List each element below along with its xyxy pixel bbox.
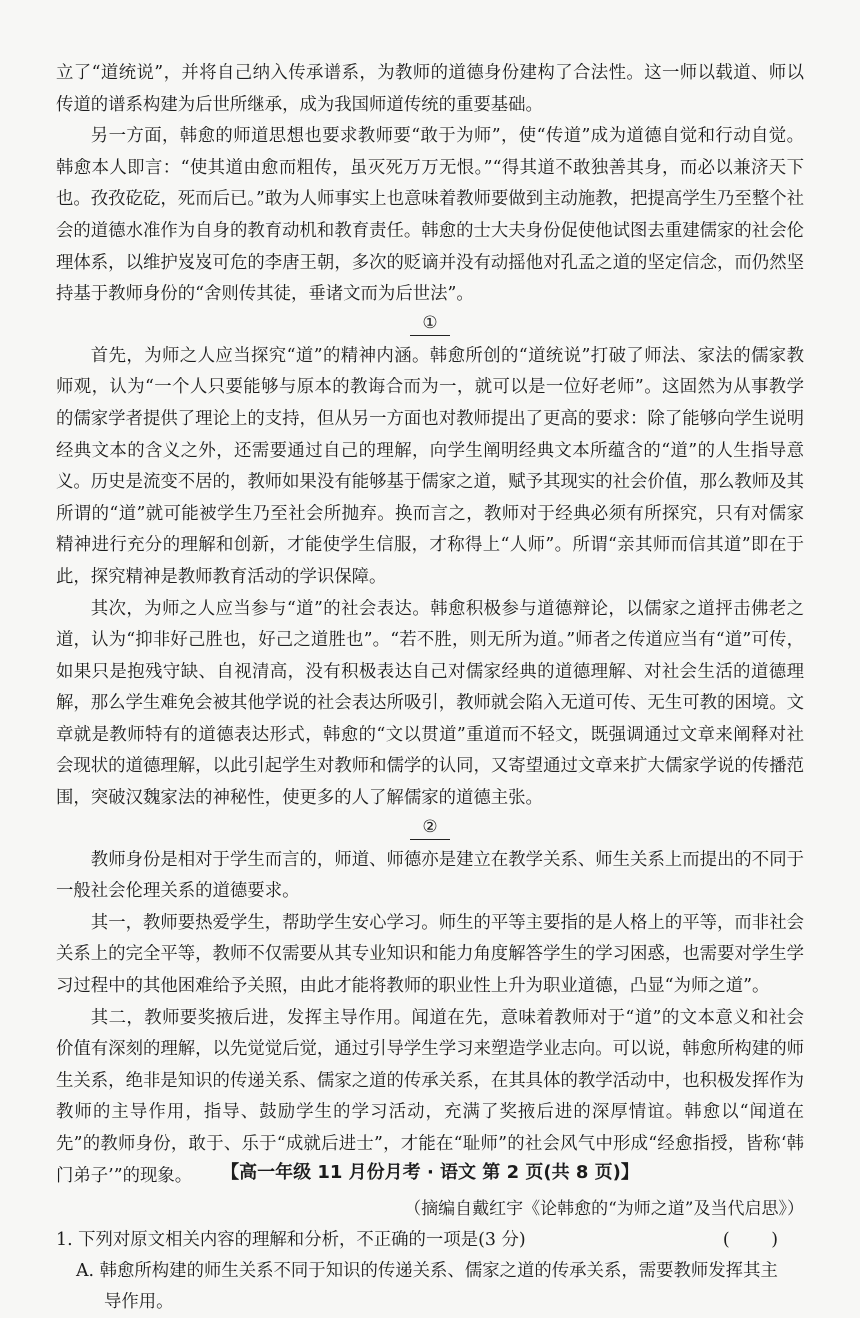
question-1-stem: 1. 下列对原文相关内容的理解和分析，不正确的一项是(3 分) [56, 1230, 526, 1251]
option-a-line1: A. 韩愈所构建的师生关系不同于知识的传递关系、儒家之道的传承关系，需要教师发挥其主 [76, 1261, 778, 1282]
paragraph-second: 其次，为师之人应当参与“道”的社会表达。韩愈积极参与道德辩论，以儒家之道抨击佛老之道，认为“抑非好己胜也，好己之道胜也”。“若不胜，则无所为道。”师者之传道应当有“道”可传，如果只是抱残守缺、自视清高，没有积极表达自己对儒家经典的道德理解、对社会生活的道德理解，那么学生难免会被其他学说的社会表达所吸引，教师就会陷入无道可传、无生可教的困境。文章就是教师特有的道德表达形式，韩愈的“文以贯道”重道而不轻文，既强调通过文章来阐释对社会现状的道德理解，以此引起学生对教师和儒学的认同，又寄望通过文章来扩大儒家学说的传播范围，突破汉魏家法的神秘性，使更多的人了解儒家的道德主张。 [56, 598, 804, 809]
option-a-line2: 导作用。 [104, 1292, 174, 1313]
page-footer: 【高一年级 11 月份月考 · 语文 第 2 页(共 8 页)】 [221, 1162, 639, 1183]
paragraph-point-two: 其二，教师要奖掖后进，发挥主导作用。闻道在先，意味着教师对于“道”的文本意义和社会价值有深刻的理解，以先觉觉后觉，通过引导学生学习来塑造学业志向。可以说，韩愈所构建的师生关系，绝非是知识的传递关系、儒家之道的传承关系，在其具体的教学活动中，也积极发挥作为教师的主导作用，指导、鼓励学生的学习活动，充满了奖掖后进的深厚情谊。韩愈以“闻道在先”的教师身份，敢于、乐于“成就后进士”，才能在“耻师”的社会风气中形成“经愈指授，皆称‘韩门弟子’”的现象。 [56, 1007, 804, 1186]
source-citation: （摘编自戴红宇《论韩愈的“为师之道”及当代启思》） [404, 1199, 804, 1220]
blank-marker-1 [56, 311, 804, 341]
paragraph-teacher-identity: 教师身份是相对于学生而言的，师道、师德亦是建立在教学关系、师生关系上而提出的不同于一般社会伦理关系的道德要求。 [56, 849, 804, 902]
blank-marker-2 [56, 815, 804, 845]
paragraph-point-one: 其一，教师要热爱学生，帮助学生安心学习。师生的平等主要指的是人格上的平等，而非社会关系上的完全平等，教师不仅需要从其专业知识和能力角度解答学生的学习困惑，也需要对学生学习过程中的其他困难给予关照，由此才能将教师的职业性上升为职业道德，凸显“为师之道”。 [56, 912, 804, 997]
paragraph-continuation: 立了“道统说”，并将自己纳入传承谱系，为教师的道德身份建构了合法性。这一师以载道、师以传道的谱系构建为后世所继承，成为我国师道传统的重要基础。 [56, 63, 804, 115]
option-a [56, 1256, 804, 1318]
paragraph-han-yu-courage: 另一方面，韩愈的师道思想也要求教师要“敢于为师”，使“传道”成为道德自觉和行动自觉。韩愈本人即言：“使其道由愈而粗传，虽灭死万万无恨。”“得其道不敢独善其身，而必以兼济天下也。孜孜矻矻，死而后已。”敢为人师事实上也意味着教师要做到主动施教，把提高学生乃至整个社会的道德水准作为自身的教育动机和教育责任。韩愈的士大夫身份促使他试图去重建儒家的社会伦理体系，以维护岌岌可危的李唐王朝，多次的贬谪并没有动摇他对孔孟之道的坚定信念，而仍然坚持基于教师身份的“舍则传其徒，垂诸文而为后世法”。 [56, 126, 804, 305]
question-1 [56, 1225, 804, 1256]
blank-marker-1-label: ① [410, 311, 449, 336]
paragraph-first: 首先，为师之人应当探究“道”的精神内涵。韩愈所创的“道统说”打破了师法、家法的儒家教师观，认为“一个人只要能够与原本的教诲合而为一，就可以是一位好老师”。这固然为从事教学的儒家学者提供了理论上的支持，但从另一方面也对教师提出了更高的要求：除了能够向学生说明经典文本的含义之外，还需要通过自己的理解，向学生阐明经典文本所蕴含的“道”的人生指导意义。历史是流变不居的，教师如果没有能够基于儒家之道，赋予其现实的社会价值，那么教师及其所谓的“道”就可能被学生乃至社会所抛弃。换而言之，教师对于经典必须有所探究，只有对儒家精神进行充分的理解和创新，才能使学生信服，才称得上“人师”。所谓“亲其师而信其道”即在于此，探究精神是教师教育活动的学识保障。 [56, 345, 804, 587]
answer-parentheses: ( ) [722, 1230, 796, 1251]
blank-marker-2-label: ② [410, 815, 449, 840]
